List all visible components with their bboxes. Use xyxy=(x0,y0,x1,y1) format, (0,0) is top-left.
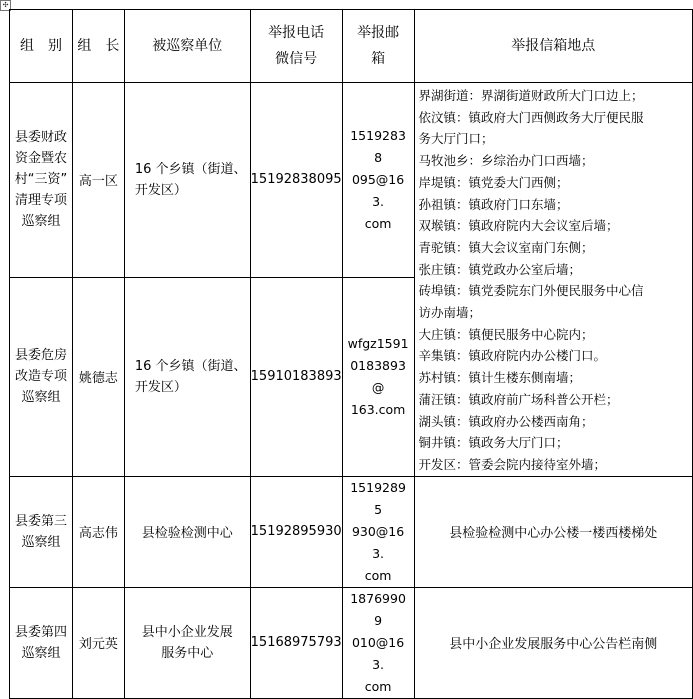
header-unit: 被巡察单位 xyxy=(124,10,250,83)
leader-cell: 高一区 xyxy=(72,83,124,278)
email-cell: wfgz1591 0183893@ 163.com xyxy=(342,277,414,476)
group-cell: 县委财政 资金暨农 村“三资” 清理专项 巡察组 xyxy=(10,83,73,278)
table-move-handle-icon[interactable]: ✣ xyxy=(0,0,11,11)
header-phone: 举报电话 微信号 xyxy=(250,10,342,83)
leader-cell: 姚德志 xyxy=(72,277,124,476)
unit-cell: 16 个乡镇（街道、 开发区） xyxy=(124,83,250,278)
table-row xyxy=(10,587,693,698)
email-cell: 18769909 010@163. com xyxy=(342,587,414,698)
phone-cell: 15192895930 xyxy=(250,476,342,587)
email-cell: 15192838 095@163. com xyxy=(342,83,414,278)
table-row xyxy=(10,476,693,587)
group-cell: 县委危房 改造专项 巡察组 xyxy=(10,277,73,476)
group-cell: 县委第四 巡察组 xyxy=(10,587,73,698)
table-row xyxy=(10,83,693,278)
unit-cell: 县检验检测中心 xyxy=(124,476,250,587)
inspection-report-table xyxy=(9,9,693,699)
header-row xyxy=(10,10,693,83)
email-cell: 15192895 930@163. com xyxy=(342,476,414,587)
phone-cell: 15192838095 xyxy=(250,83,342,278)
phone-cell: 15168975793 xyxy=(250,587,342,698)
group-cell: 县委第三 巡察组 xyxy=(10,476,73,587)
mailbox-cell: 县检验检测中心办公楼一楼西楼梯处 xyxy=(414,476,692,587)
leader-cell: 刘元英 xyxy=(72,587,124,698)
header-email: 举报邮 箱 xyxy=(342,10,414,83)
mailbox-locations-cell: 界湖街道：界湖街道财政所大门口边上； 依汶镇：镇政府大门西侧政务大厅便民服 务大厅门口； 马牧池乡：乡综治办门口西墙； 岸堤镇：镇党委大门西侧； 孙祖镇：镇政府门口东墙； 双堠镇：镇政府院内大会议室后墙； 青驼镇：镇大会议室南门东侧； 张庄镇：镇党政办公室后墙； 砖埠镇：镇党委院东门外便民服务中心信 访办南墙； 大庄镇：镇便民服务中心院内； 辛集镇：镇政府院内办公楼门口。 苏村镇：镇计生楼东侧南墙； 蒲汪镇：镇政府前广场科普公开栏； 湖头镇：镇政府办公楼西南角； 铜井镇：镇政务大厅门口； 开发区：管委会院内接待室外墙； xyxy=(414,83,692,477)
mailbox-cell: 县中小企业发展服务中心公告栏南侧 xyxy=(414,587,692,698)
header-group: 组 别 xyxy=(10,10,73,83)
phone-cell: 15910183893 xyxy=(250,277,342,476)
unit-cell: 县中小企业发展 服务中心 xyxy=(124,587,250,698)
leader-cell: 高志伟 xyxy=(72,476,124,587)
unit-cell: 16 个乡镇（街道、 开发区） xyxy=(124,277,250,476)
header-leader: 组 长 xyxy=(72,10,124,83)
header-mailbox: 举报信箱地点 xyxy=(414,10,692,83)
